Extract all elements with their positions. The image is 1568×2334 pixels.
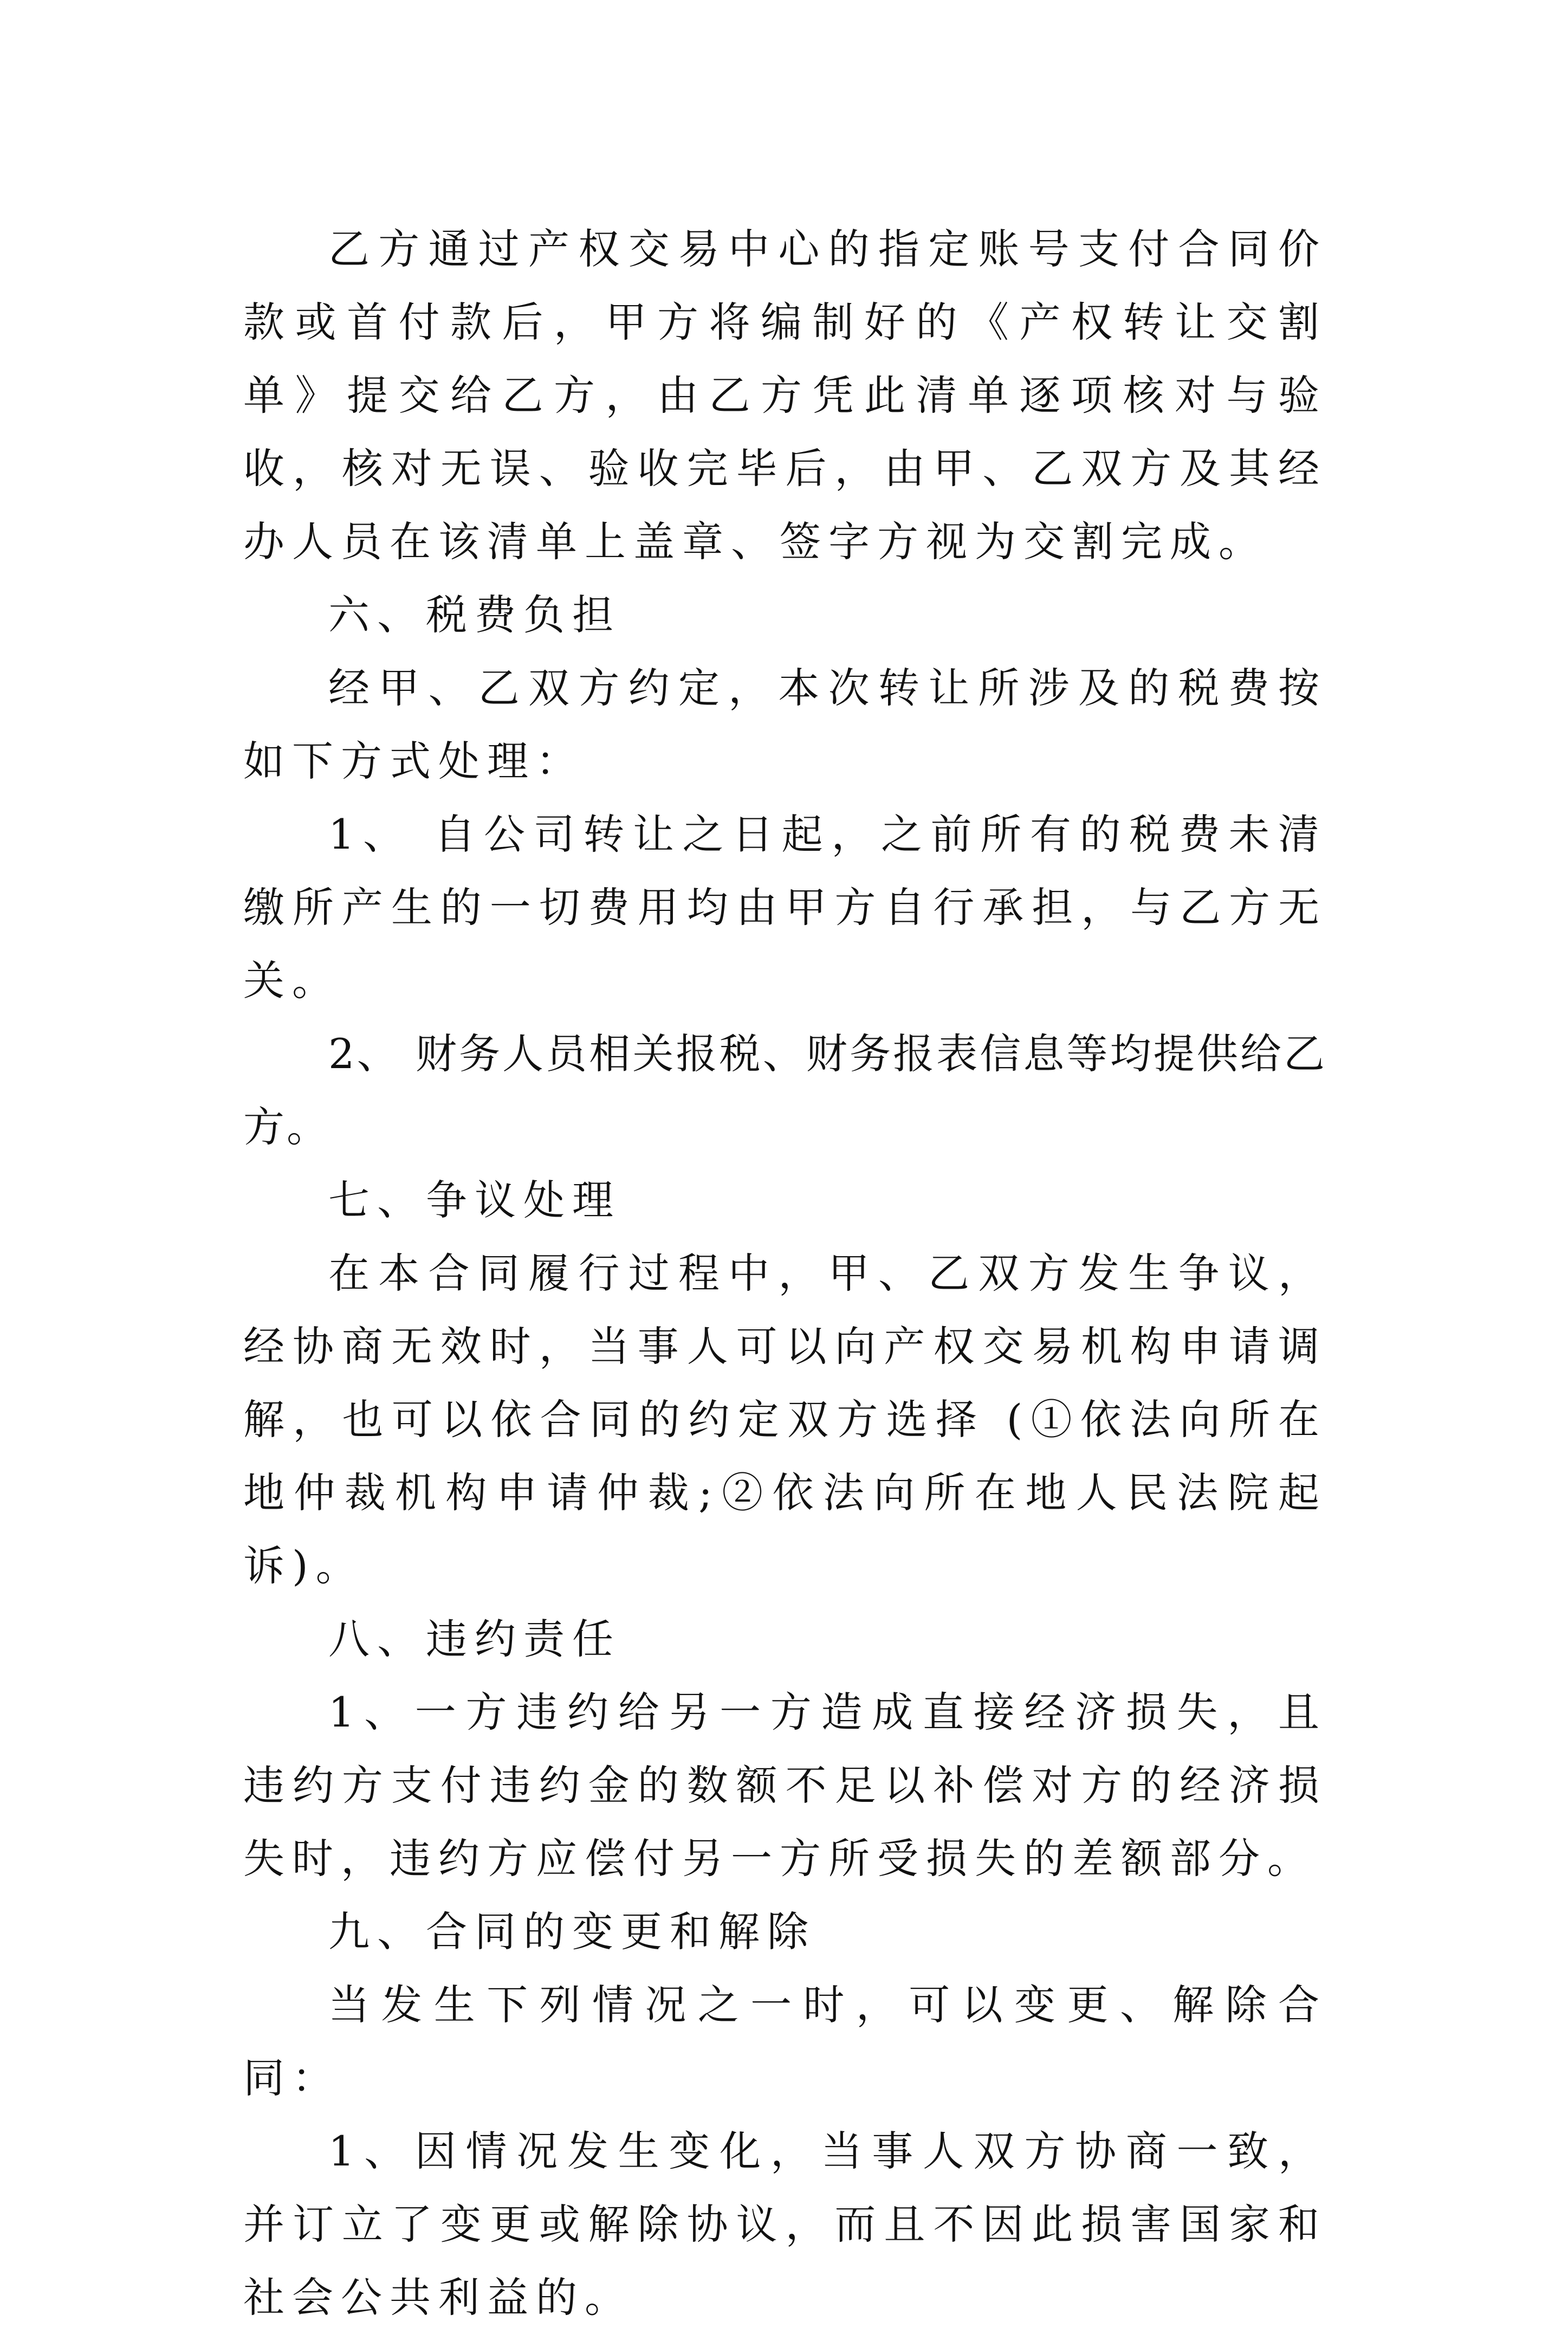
paragraph-tax-item-1: 1、 自公司转让之日起，之前所有的税费未清缴所产生的一切费用均由甲方自行承担，与乙方无关。 xyxy=(243,810,1327,1005)
heading-dispute-resolution: 七、争议处理 xyxy=(328,1176,621,1224)
paragraph-change-conditions: 当发生下列情况之一时，可以变更、解除合同： xyxy=(243,1981,1327,2102)
heading-tax-burden: 六、税费负担 xyxy=(328,591,621,639)
paragraph-tax-item-2: 2、 财务人员相关报税、财务报表信息等均提供给乙方。 xyxy=(243,1030,1327,1151)
paragraph-dispute: 在本合同履行过程中，甲、乙双方发生争议，经协商无效时，当事人可以向产权交易机构申请调解，也可以依合同的约定双方选择 (①依法向所在地仲裁机构申请仲裁;②依法向所在地人民法院起诉)。 xyxy=(243,1249,1327,1590)
paragraph-delivery: 乙方通过产权交易中心的指定账号支付合同价款或首付款后，甲方将编制好的《产权转让交割单》提交给乙方，由乙方凭此清单逐项核对与验收，核对无误、验收完毕后，由甲、乙双方及其经办人员在该清单上盖章、签字方视为交割完成。 xyxy=(243,225,1327,566)
paragraph-tax-agreement: 经甲、乙双方约定，本次转让所涉及的税费按如下方式处理： xyxy=(243,664,1327,785)
paragraph-liability-item-1: 1、一方违约给另一方造成直接经济损失，且违约方支付违约金的数额不足以补偿对方的经济损失时，违约方应偿付另一方所受损失的差额部分。 xyxy=(243,1688,1327,1883)
document-body xyxy=(243,212,1327,2334)
paragraph-change-item-1: 1、因情况发生变化，当事人双方协商一致，并订立了变更或解除协议，而且不因此损害国家和社会公共利益的。 xyxy=(243,2127,1327,2322)
heading-liability: 八、违约责任 xyxy=(328,1615,621,1663)
heading-contract-change: 九、合同的变更和解除 xyxy=(328,1908,816,1956)
